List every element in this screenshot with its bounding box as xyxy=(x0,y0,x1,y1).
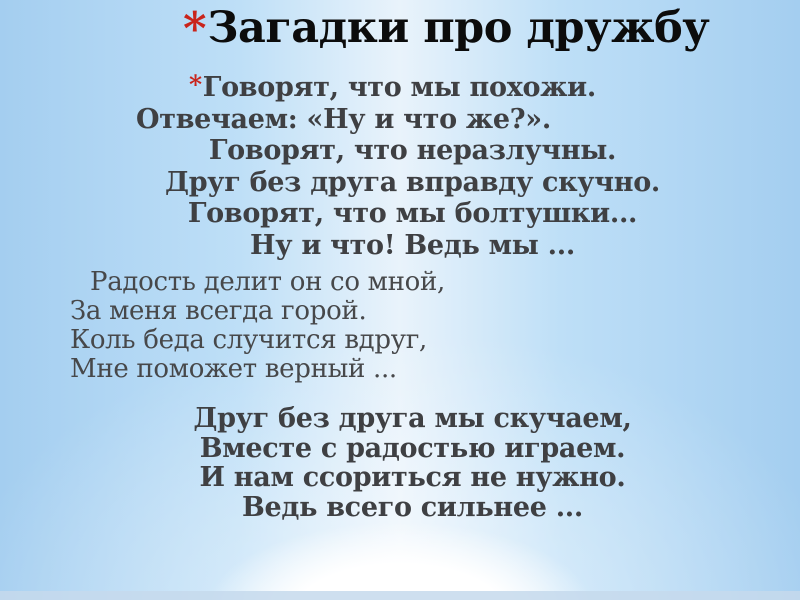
bullet-asterisk-icon: * xyxy=(188,70,202,99)
riddle-line: Радость делит он со мной, xyxy=(90,267,445,297)
riddle-line: Коль беда случится вдруг, xyxy=(70,325,428,355)
slide-title-row xyxy=(183,4,709,53)
riddle-line: Друг без друга вправду скучно. xyxy=(164,166,661,198)
riddle-line-text: Говорят, что мы похожи. xyxy=(202,72,597,103)
riddle-block-1 xyxy=(100,72,725,262)
riddle-line xyxy=(80,72,705,104)
riddle-line: И нам ссориться не нужно. xyxy=(199,462,626,493)
riddle-line: Говорят, что неразлучны. xyxy=(208,135,617,167)
riddle-block-2 xyxy=(70,268,445,384)
riddle-line: Отвечаем: «Ну и что же?». xyxy=(136,103,551,135)
riddle-line: Друг без друга мы скучаем, xyxy=(193,403,632,434)
riddle-line: Мне поможет верный ... xyxy=(70,354,397,384)
riddle-block-3 xyxy=(100,404,725,522)
bottom-edge-band xyxy=(0,591,800,600)
title-asterisk-icon: * xyxy=(183,2,207,55)
riddle-line: За меня всегда горой. xyxy=(70,296,367,326)
riddle-line: Ну и что! Ведь мы ... xyxy=(250,229,575,261)
riddle-line: Говорят, что мы болтушки... xyxy=(187,198,638,230)
riddle-line: Вместе с радостью играем. xyxy=(199,432,626,464)
riddle-line: Ведь всего сильнее ... xyxy=(242,491,583,523)
page-title: Загадки про дружбу xyxy=(207,3,710,53)
